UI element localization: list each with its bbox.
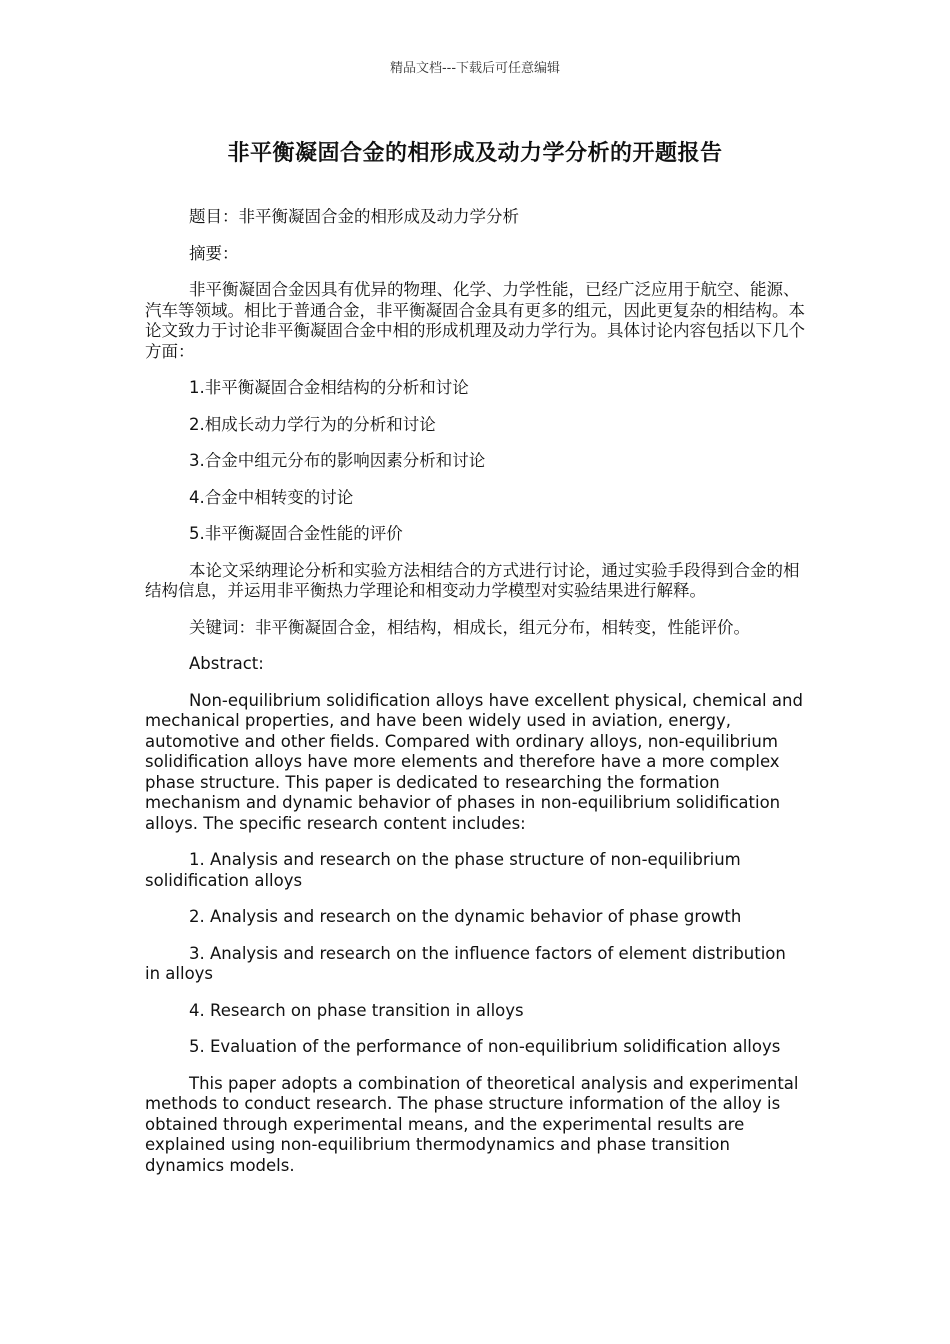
keywords-line: 关键词：非平衡凝固合金，相结构，相成长，组元分布，相转变，性能评价。: [189, 617, 750, 637]
method-paragraph-cn: 本论文采纳理论分析和实验方法相结合的方式进行讨论，通过实验手段得到合金的相结构信息，并运用非平衡热力学理论和相变动力学模型对实验结果进行解释。: [145, 560, 800, 600]
list-item-en-1: 1. Analysis and research on the phase structure of non-equilibrium solidification alloys: [145, 850, 741, 890]
page-header: 精品文档---下载后可任意编辑: [389, 61, 561, 76]
list-item-en-4: 4. Research on phase transition in alloys: [189, 1000, 524, 1020]
abstract-paragraph-en: Non-equilibrium solidification alloys have excellent physical, chemical and mechanical properties, and have been widely used in aviation, energy, automotive and other fields. Compared with ordinary alloys, non-equilibrium solidification alloys have more elements and therefore have a more complex phase structure. This paper is dedicated to researching the formation mechanism and dynamic behavior of phases in non-equilibrium solidification alloys. The specific research content includes:: [145, 690, 803, 833]
method-paragraph-en: This paper adopts a combination of theoretical analysis and experimental methods to conduct research. The phase structure information of the alloy is obtained through experimental means, and the experimental results are explained using non-equilibrium thermodynamics and phase transition dynamics models.: [145, 1073, 799, 1175]
abstract-paragraph-cn: 非平衡凝固合金因具有优异的物理、化学、力学性能，已经广泛应用于航空、能源、汽车等领域。相比于普通合金，非平衡凝固合金具有更多的组元，因此更复杂的相结构。本论文致力于讨论非平衡凝固合金中相的形成机理及动力学行为。具体讨论内容包括以下几个方面：: [145, 280, 805, 361]
list-item-cn-5: 5.非平衡凝固合金性能的评价: [189, 524, 403, 543]
document-body: [145, 207, 805, 1192]
abstract-heading-en: Abstract:: [189, 654, 264, 673]
abstract-heading-cn: 摘要：: [189, 243, 239, 263]
topic-line: 题目：非平衡凝固合金的相形成及动力学分析: [189, 207, 519, 226]
list-item-en-5: 5. Evaluation of the performance of non-equilibrium solidification alloys: [189, 1037, 781, 1056]
list-item-cn-3: 3.合金中组元分布的影响因素分析和讨论: [189, 451, 486, 470]
list-item-cn-4: 4.合金中相转变的讨论: [189, 487, 354, 507]
list-item-en-2: 2. Analysis and research on the dynamic behavior of phase growth: [189, 907, 742, 926]
list-item-cn-2: 2.相成长动力学行为的分析和讨论: [189, 414, 436, 434]
list-item-en-3: 3. Analysis and research on the influence factors of element distribution in alloys: [145, 943, 786, 983]
list-item-cn-1: 1.非平衡凝固合金相结构的分析和讨论: [189, 378, 469, 397]
document-title: 非平衡凝固合金的相形成及动力学分析的开题报告: [227, 141, 723, 166]
